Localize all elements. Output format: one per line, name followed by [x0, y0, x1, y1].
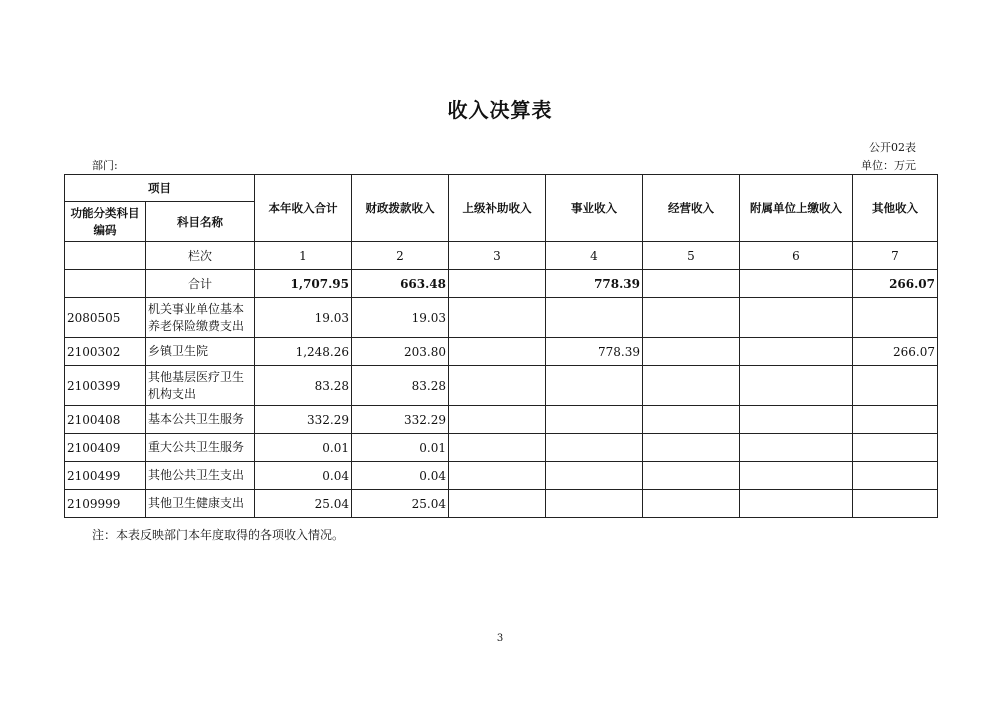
table-row [65, 406, 938, 434]
column-number-row [65, 242, 938, 270]
row-cell: 25.04 [352, 490, 449, 518]
row-cell [449, 406, 546, 434]
row-cell [546, 406, 643, 434]
row-cell [546, 462, 643, 490]
row-cell [853, 490, 938, 518]
row-cell [853, 434, 938, 462]
row-cell [740, 462, 853, 490]
page-title: 收入决算表 [447, 98, 553, 122]
row-cell [740, 338, 853, 366]
row-cell [449, 434, 546, 462]
row-cell: 25.04 [255, 490, 352, 518]
totals-cell [740, 270, 853, 298]
row-cell [546, 366, 643, 406]
table-row [65, 338, 938, 366]
row-code: 2100302 [65, 338, 146, 366]
header-func-code: 功能分类科目编码 [65, 202, 146, 242]
row-cell [449, 338, 546, 366]
row-name: 重大公共卫生服务 [146, 434, 255, 462]
row-code: 2100399 [65, 366, 146, 406]
row-name: 乡镇卫生院 [146, 338, 255, 366]
table-row [65, 366, 938, 406]
header-operating: 经营收入 [643, 175, 740, 242]
row-cell [853, 298, 938, 338]
column-number: 1 [255, 242, 352, 270]
row-cell [853, 406, 938, 434]
table-note: 注：本表反映部门本年度取得的各项收入情况。 [92, 528, 345, 542]
totals-cell [449, 270, 546, 298]
row-code: 2109999 [65, 490, 146, 518]
totals-cell: 663.48 [352, 270, 449, 298]
table-row [65, 490, 938, 518]
header-subject-name: 科目名称 [146, 202, 255, 242]
row-cell [643, 434, 740, 462]
row-name: 基本公共卫生服务 [146, 406, 255, 434]
row-cell: 0.04 [352, 462, 449, 490]
row-cell [546, 298, 643, 338]
row-cell: 778.39 [546, 338, 643, 366]
row-code: 2080505 [65, 298, 146, 338]
table-row [65, 298, 938, 338]
row-cell: 19.03 [255, 298, 352, 338]
header-business: 事业收入 [546, 175, 643, 242]
column-number: 3 [449, 242, 546, 270]
row-code: 2100409 [65, 434, 146, 462]
table-row [65, 462, 938, 490]
totals-cell: 266.07 [853, 270, 938, 298]
row-cell [740, 366, 853, 406]
column-number: 5 [643, 242, 740, 270]
row-cell [449, 490, 546, 518]
row-cell: 1,248.26 [255, 338, 352, 366]
income-table [64, 174, 938, 518]
header-fiscal: 财政拨款收入 [352, 175, 449, 242]
row-cell [643, 462, 740, 490]
row-cell: 0.01 [352, 434, 449, 462]
row-cell: 203.80 [352, 338, 449, 366]
row-cell: 0.01 [255, 434, 352, 462]
form-code: 公开02表 [869, 141, 916, 154]
row-cell [643, 406, 740, 434]
header-affiliated: 附属单位上缴收入 [740, 175, 853, 242]
row-code: 2100408 [65, 406, 146, 434]
totals-label: 合计 [146, 270, 255, 298]
row-cell: 83.28 [352, 366, 449, 406]
row-cell [449, 366, 546, 406]
row-name: 机关事业单位基本养老保险缴费支出 [146, 298, 255, 338]
row-name: 其他卫生健康支出 [146, 490, 255, 518]
row-cell [449, 462, 546, 490]
table-row [65, 434, 938, 462]
row-cell [853, 366, 938, 406]
row-cell [546, 490, 643, 518]
row-cell [643, 366, 740, 406]
column-number: 2 [352, 242, 449, 270]
row-cell [853, 462, 938, 490]
totals-cell: 778.39 [546, 270, 643, 298]
row-cell [643, 298, 740, 338]
column-number: 7 [853, 242, 938, 270]
row-cell [643, 338, 740, 366]
row-cell [546, 434, 643, 462]
header-other: 其他收入 [853, 175, 938, 242]
row-cell: 332.29 [255, 406, 352, 434]
row-cell [740, 490, 853, 518]
totals-cell [643, 270, 740, 298]
row-cell: 0.04 [255, 462, 352, 490]
row-cell [740, 406, 853, 434]
row-cell [643, 490, 740, 518]
header-project: 项目 [65, 175, 255, 202]
row-cell [740, 298, 853, 338]
unit-label: 单位：万元 [861, 159, 916, 172]
row-name: 其他基层医疗卫生机构支出 [146, 366, 255, 406]
header-superior: 上级补助收入 [449, 175, 546, 242]
row-cell: 332.29 [352, 406, 449, 434]
row-cell [740, 434, 853, 462]
totals-row [65, 270, 938, 298]
row-cell: 19.03 [352, 298, 449, 338]
row-cell: 266.07 [853, 338, 938, 366]
totals-cell: 1,707.95 [255, 270, 352, 298]
row-cell: 83.28 [255, 366, 352, 406]
row-code: 2100499 [65, 462, 146, 490]
column-number: 4 [546, 242, 643, 270]
row-name: 其他公共卫生支出 [146, 462, 255, 490]
row-cell [449, 298, 546, 338]
column-number-label: 栏次 [146, 242, 255, 270]
department-label: 部门: [92, 159, 118, 172]
column-number: 6 [740, 242, 853, 270]
header-total: 本年收入合计 [255, 175, 352, 242]
page-number: 3 [496, 633, 504, 644]
